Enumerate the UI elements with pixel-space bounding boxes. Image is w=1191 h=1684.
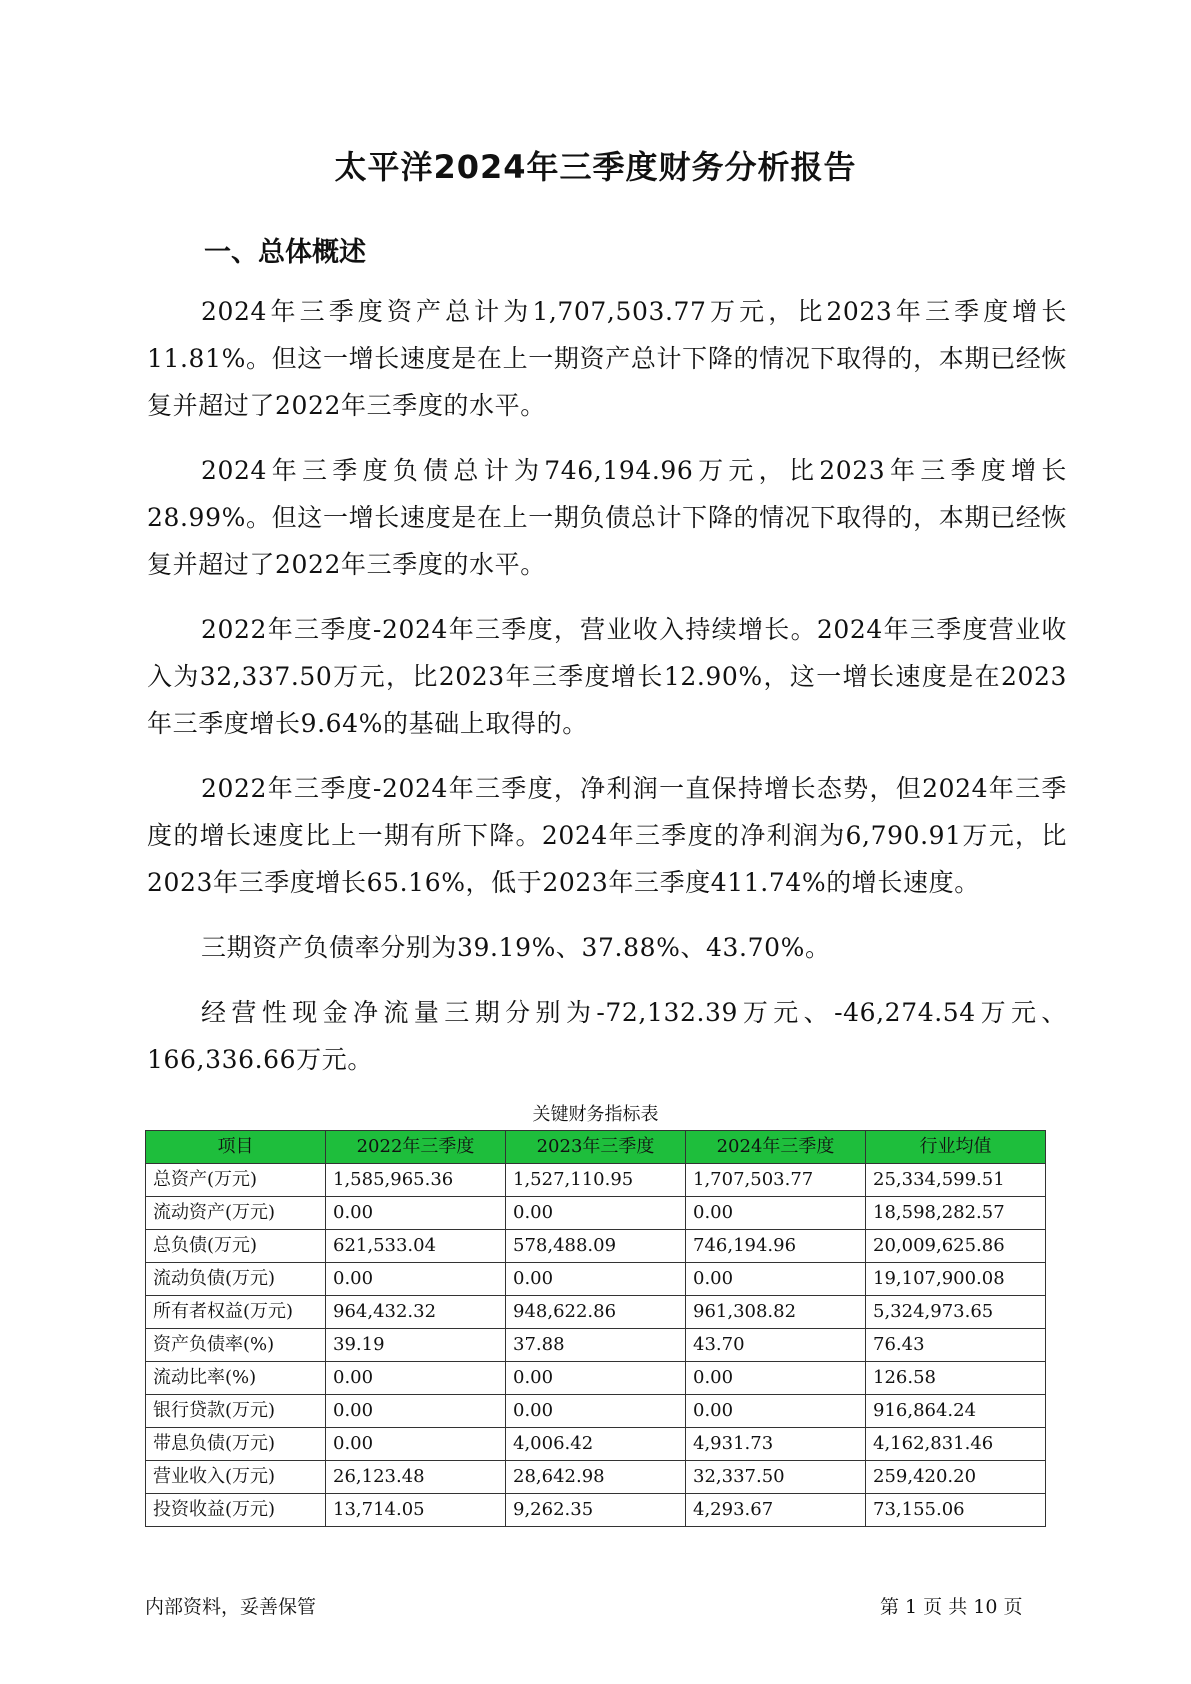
- cell-value: 76.43: [866, 1329, 1046, 1362]
- cell-value: 259,420.20: [866, 1461, 1046, 1494]
- cell-value: 0.00: [506, 1395, 686, 1428]
- paragraph-net-profit: 2022年三季度-2024年三季度，净利润一直保持增长态势，但2024年三季度的增长速度比上一期有所下降。2024年三季度的净利润为6,790.91万元，比2023年三季度增长65.16%，低于2023年三季度411.74%的增长速度。: [147, 774, 1067, 897]
- table-row: [146, 1494, 1046, 1527]
- header-industry-avg: 行业均值: [866, 1131, 1046, 1164]
- cell-label: 营业收入(万元): [146, 1461, 326, 1494]
- cell-value: 0.00: [686, 1362, 866, 1395]
- cell-value: 0.00: [686, 1395, 866, 1428]
- cell-value: 4,293.67: [686, 1494, 866, 1527]
- header-2023q3: 2023年三季度: [506, 1131, 686, 1164]
- cell-value: 0.00: [686, 1197, 866, 1230]
- cell-value: 0.00: [326, 1263, 506, 1296]
- document-title: 太平洋2024年三季度财务分析报告: [334, 148, 857, 186]
- cell-label: 银行贷款(万元): [146, 1395, 326, 1428]
- table-header-row: [146, 1131, 1046, 1164]
- cell-value: 1,527,110.95: [506, 1164, 686, 1197]
- cell-value: 5,324,973.65: [866, 1296, 1046, 1329]
- cell-value: 18,598,282.57: [866, 1197, 1046, 1230]
- cell-value: 0.00: [506, 1263, 686, 1296]
- cell-value: 126.58: [866, 1362, 1046, 1395]
- footer-page-number: 第 1 页 共 10 页: [880, 1596, 1023, 1618]
- cell-value: 916,864.24: [866, 1395, 1046, 1428]
- cell-value: 25,334,599.51: [866, 1164, 1046, 1197]
- cell-value: 39.19: [326, 1329, 506, 1362]
- cell-value: 37.88: [506, 1329, 686, 1362]
- key-financial-indicators-table: [145, 1130, 1046, 1527]
- cell-value: 961,308.82: [686, 1296, 866, 1329]
- cell-value: 0.00: [506, 1197, 686, 1230]
- header-2022q3: 2022年三季度: [326, 1131, 506, 1164]
- table-row: [146, 1263, 1046, 1296]
- cell-value: 578,488.09: [506, 1230, 686, 1263]
- cell-value: 13,714.05: [326, 1494, 506, 1527]
- table-row: [146, 1395, 1046, 1428]
- paragraph-debt-ratio: 三期资产负债率分别为39.19%、37.88%、43.70%。: [201, 933, 831, 962]
- cell-value: 0.00: [686, 1263, 866, 1296]
- cell-label: 总负债(万元): [146, 1230, 326, 1263]
- table-row: [146, 1428, 1046, 1461]
- paragraph-revenue: 2022年三季度-2024年三季度，营业收入持续增长。2024年三季度营业收入为32,337.50万元，比2023年三季度增长12.90%，这一增长速度是在2023年三季度增长9.64%的基础上取得的。: [147, 615, 1067, 738]
- cell-label: 带息负债(万元): [146, 1428, 326, 1461]
- table-caption: 关键财务指标表: [532, 1104, 659, 1125]
- cell-value: 26,123.48: [326, 1461, 506, 1494]
- cell-value: 20,009,625.86: [866, 1230, 1046, 1263]
- cell-label: 所有者权益(万元): [146, 1296, 326, 1329]
- cell-value: 28,642.98: [506, 1461, 686, 1494]
- table-row: [146, 1164, 1046, 1197]
- cell-value: 4,931.73: [686, 1428, 866, 1461]
- body-text: [147, 288, 1067, 1101]
- cell-value: 9,262.35: [506, 1494, 686, 1527]
- cell-label: 流动比率(%): [146, 1362, 326, 1395]
- header-item: 项目: [146, 1131, 326, 1164]
- cell-value: 621,533.04: [326, 1230, 506, 1263]
- cell-value: 0.00: [326, 1395, 506, 1428]
- paragraph-cash-flow: 经营性现金净流量三期分别为-72,132.39万元、-46,274.54万元、166,336.66万元。: [147, 998, 1067, 1074]
- cell-label: 流动资产(万元): [146, 1197, 326, 1230]
- cell-value: 0.00: [326, 1428, 506, 1461]
- cell-value: 73,155.06: [866, 1494, 1046, 1527]
- cell-value: 43.70: [686, 1329, 866, 1362]
- cell-value: 1,707,503.77: [686, 1164, 866, 1197]
- paragraph-assets: 2024年三季度资产总计为1,707,503.77万元，比2023年三季度增长11.81%。但这一增长速度是在上一期资产总计下降的情况下取得的，本期已经恢复并超过了2022年三季度的水平。: [147, 297, 1067, 420]
- section-heading: 一、总体概述: [204, 237, 366, 268]
- cell-value: 948,622.86: [506, 1296, 686, 1329]
- cell-value: 1,585,965.36: [326, 1164, 506, 1197]
- cell-label: 流动负债(万元): [146, 1263, 326, 1296]
- cell-value: 0.00: [326, 1362, 506, 1395]
- cell-value: 0.00: [326, 1197, 506, 1230]
- cell-value: 32,337.50: [686, 1461, 866, 1494]
- table-row: [146, 1230, 1046, 1263]
- table-row: [146, 1362, 1046, 1395]
- cell-value: 0.00: [506, 1362, 686, 1395]
- table-row: [146, 1329, 1046, 1362]
- cell-label: 资产负债率(%): [146, 1329, 326, 1362]
- cell-label: 总资产(万元): [146, 1164, 326, 1197]
- cell-value: 4,006.42: [506, 1428, 686, 1461]
- cell-value: 4,162,831.46: [866, 1428, 1046, 1461]
- table-row: [146, 1296, 1046, 1329]
- cell-value: 19,107,900.08: [866, 1263, 1046, 1296]
- cell-label: 投资收益(万元): [146, 1494, 326, 1527]
- table-row: [146, 1461, 1046, 1494]
- paragraph-liabilities: 2024年三季度负债总计为746,194.96万元，比2023年三季度增长28.99%。但这一增长速度是在上一期负债总计下降的情况下取得的，本期已经恢复并超过了2022年三季度的水平。: [147, 456, 1067, 579]
- table-row: [146, 1197, 1046, 1230]
- footer-confidential-note: 内部资料，妥善保管: [145, 1596, 317, 1618]
- cell-value: 746,194.96: [686, 1230, 866, 1263]
- cell-value: 964,432.32: [326, 1296, 506, 1329]
- header-2024q3: 2024年三季度: [686, 1131, 866, 1164]
